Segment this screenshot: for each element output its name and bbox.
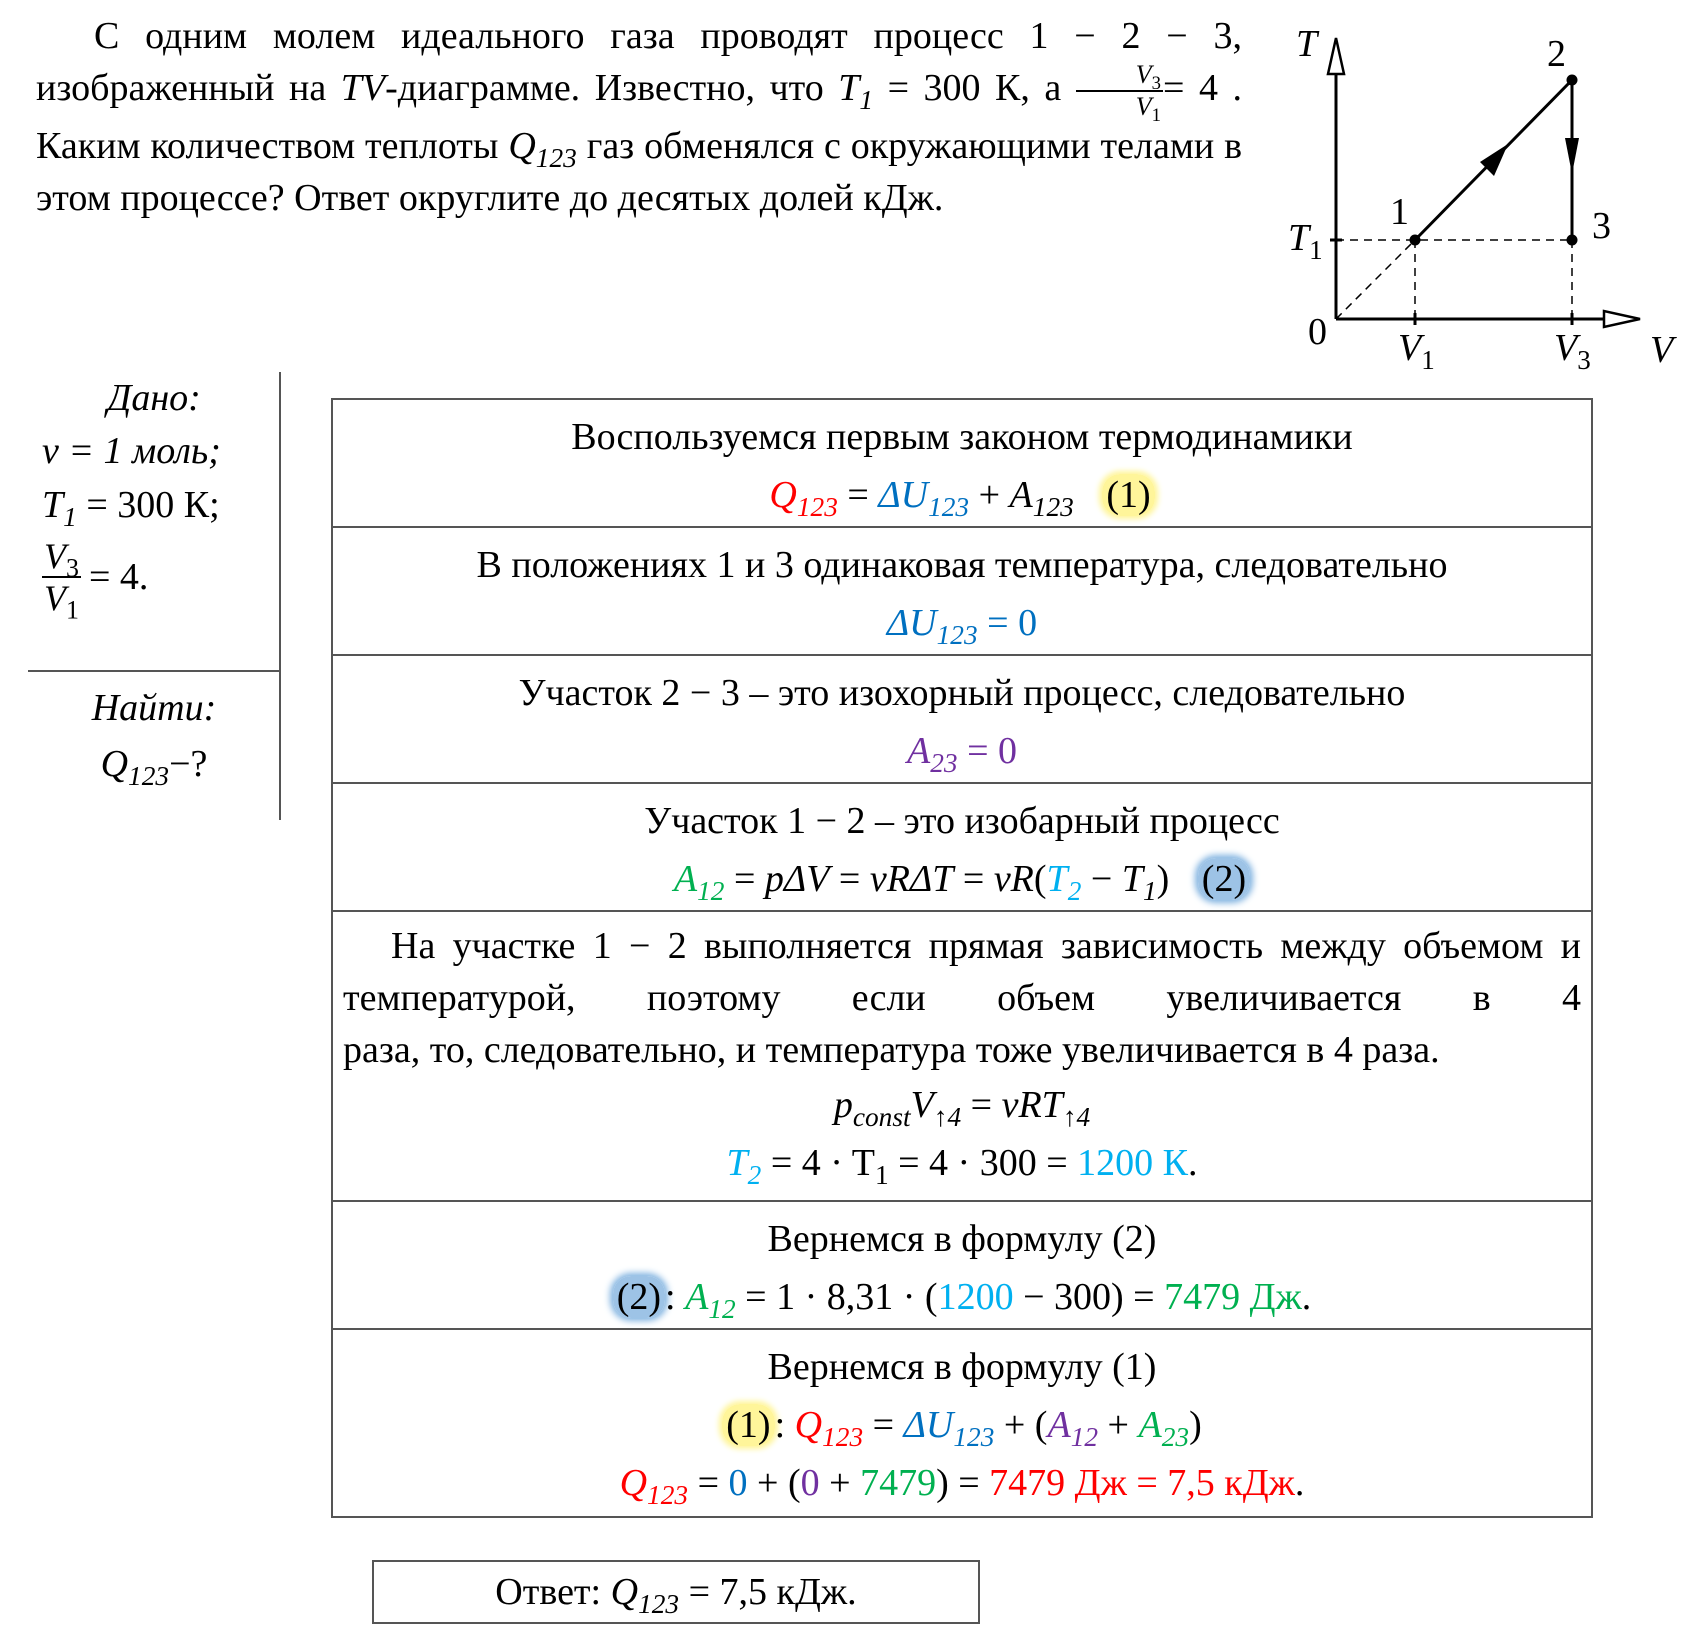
solution-table [331,398,1593,1518]
problem-t1: $T_1$ [838,67,874,115]
solution-r3-formula: $A_{23} = 0$ [906,730,1017,778]
v-axis-arrow [1604,311,1640,327]
answer-label: Ответ: [495,1571,602,1613]
solution-r2-formula: $\Delta U_{123} = 0$ [886,602,1038,650]
process-2-3-arrow [1565,138,1579,174]
problem-ratio-value: = 4 . [1163,67,1242,109]
solution-r7-formula1: (1) : $Q_{123} = \Delta U_{123} + (A_{12} + A_{23})$ [333,1396,1591,1454]
axis-t-label: T [1296,23,1318,65]
solution-r6-formula: (2) : $A_{12} = 1 \cdot 8,31 \cdot (1200 - 300) = 7479$ Дж. [333,1268,1591,1326]
solution-r3-text: Участок 2 − 3 – это изохорный процесс, следовательно [518,672,1406,714]
solution-row-4 [333,784,1591,912]
given-divider-horizontal [28,670,280,672]
solution-row-5 [333,912,1591,1202]
origin-guide [1336,240,1415,319]
solution-r1-formula: $Q_{123} = \Delta U_{123} + A_{123}$ (1) [333,466,1591,524]
problem-tv: TV [340,67,386,109]
find-title: Найти: [91,687,217,729]
formula-tag-1: (1) [1102,474,1154,516]
given-block [28,372,280,625]
find-block [28,680,280,792]
axis-v-label: V [1650,329,1674,371]
origin-label: 0 [1308,311,1327,353]
point-2-label: 2 [1547,33,1566,75]
given-nu: ν = 1 моль; [42,430,221,472]
tv-diagram [1270,14,1689,374]
point-2-marker [1567,75,1578,86]
t1-label: $T_1$ [1288,217,1323,265]
t-axis-arrow [1328,38,1344,74]
answer-q: $Q_{123}$ [610,1571,680,1619]
point-1-label: 1 [1390,191,1409,233]
point-1-marker [1410,235,1421,246]
given-title: Дано: [107,377,201,419]
solution-r2-text: В положениях 1 и 3 одинаковая температура, следовательно [476,544,1448,586]
problem-line3: Каким количеством теплоты [36,125,499,168]
answer-box [372,1560,980,1624]
solution-r1-text: Воспользуемся первым законом термодинамики [571,416,1353,458]
solution-r5-formula2: $T_2 = 4 \cdot T_1 = 4 \cdot 300 = 1200$ К. [726,1142,1198,1190]
solution-r7-formula2: $Q_{123} = 0 + (0 + 7479) = 7479$ Дж = 7,5 кДж. [619,1462,1305,1510]
solution-r5-text: На участке 1 − 2 выполняется прямая зависимость между объемом и температурой, поэтому если объем увеличивается в 4 [343,925,1581,1019]
answer-value: = 7,5 кДж. [688,1571,857,1613]
v1-label: $V_1$ [1398,327,1435,374]
solution-r6-text: Вернемся в формулу (2) [767,1218,1157,1260]
given-t1: $T_1 = 300$ К; [42,484,220,532]
find-quantity: $Q_{123}-$? [100,743,208,791]
solution-row-3 [333,656,1591,784]
problem-ratio-fraction: $\frac{V_3}{V_1}$ [1076,62,1163,120]
solution-r5-formula1: $p_{const}V_{↑4} = \nu RT_{↑4}$ [833,1084,1091,1132]
solution-r4-formula: $A_{12} = p\Delta V = \nu R\Delta T = \nu R(T_2 - T_1)$ (2) [333,850,1591,908]
given-ratio: $\frac{V_3}{V_1}$ = 4. [44,536,149,625]
problem-line1b: -диаграмме. Известно, что [385,67,824,109]
problem-line3b: газ обменялся с окружающими телами в этом процессе? Ответ округлите до десятых долей кДж. [36,125,1243,220]
solution-row-2 [333,528,1591,656]
solution-row-6 [333,1202,1591,1330]
problem-line1: С одним молем идеального газа проводят процесс 1 − 2 − 3, изображенный на [36,15,1242,109]
problem-t1-value: = 300 К, а [887,67,1062,109]
v3-label: $V_3$ [1554,327,1591,374]
solution-row-1 [333,400,1591,528]
point-3-marker [1567,235,1578,246]
solution-row-7 [333,1330,1591,1516]
solution-r5-text-last: раза, то, следовательно, и температура тоже увеличивается в 4 раза. [343,1029,1440,1071]
formula-tag-2: (2) [1198,858,1250,900]
solution-r4-text: Участок 1 − 2 – это изобарный процесс [644,800,1280,842]
problem-statement [36,10,1242,224]
problem-q: $Q_{123}$ [508,125,577,174]
solution-r7-text: Вернемся в формулу (1) [767,1346,1157,1388]
point-3-label: 3 [1592,205,1611,247]
